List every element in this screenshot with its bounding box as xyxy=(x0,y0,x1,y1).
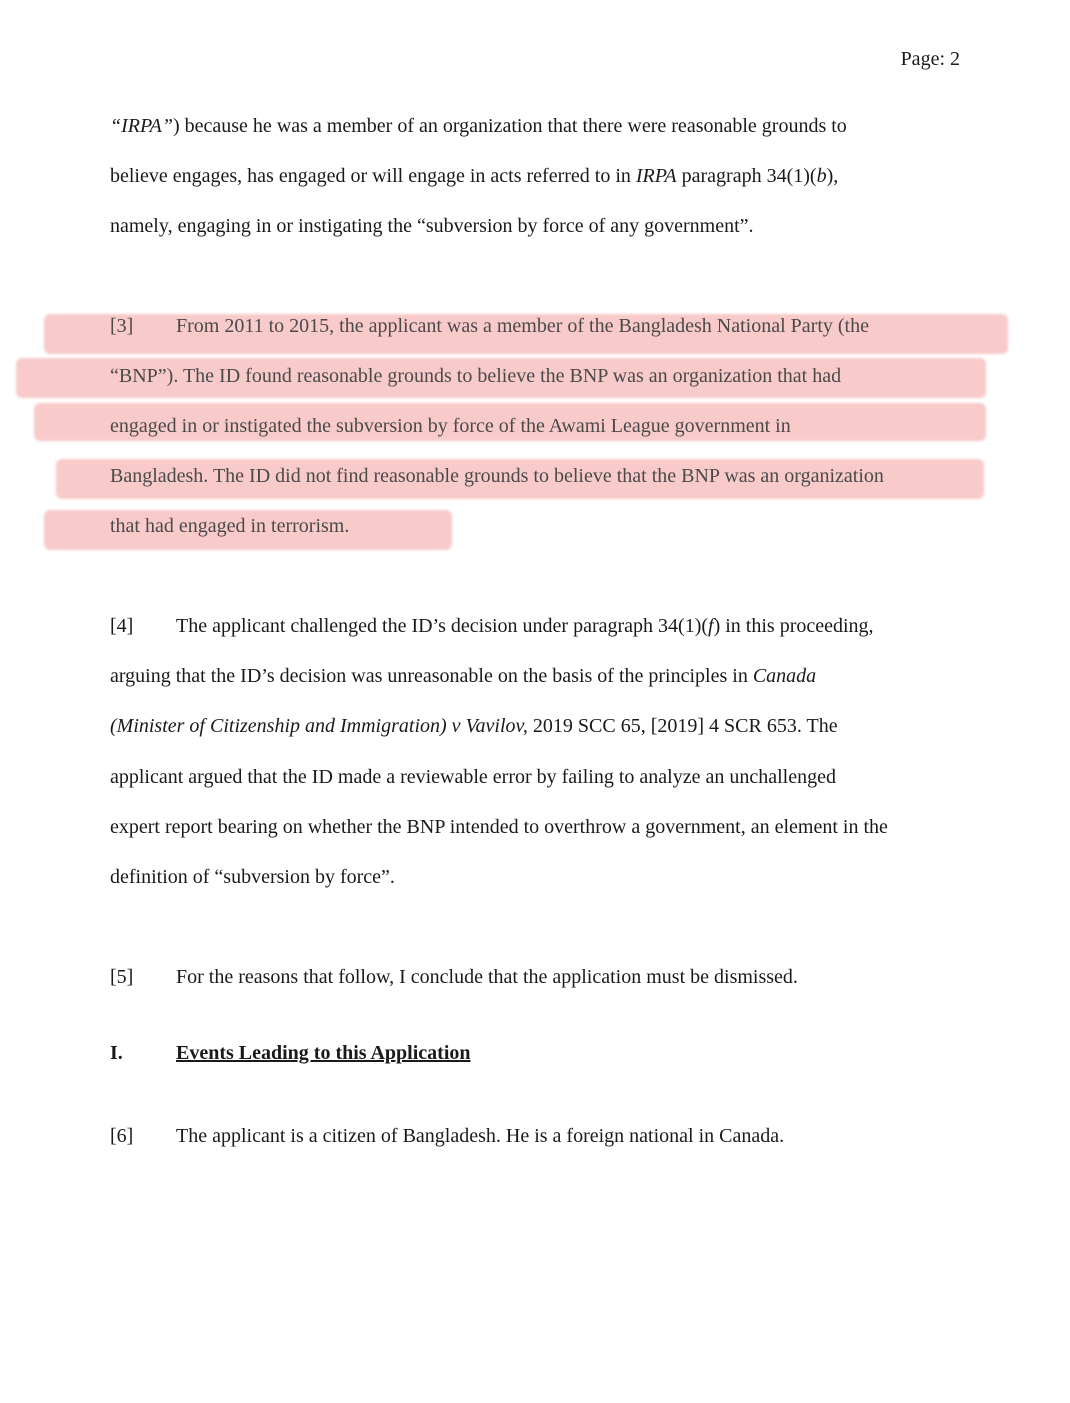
para-2-line-1: “IRPA”) because he was a member of an organization that there were reasonable grounds to xyxy=(110,115,847,137)
para-4-line-1: [4] The applicant challenged the ID’s decision under paragraph 34(1)(f) in this proceeding, xyxy=(110,615,874,637)
para-4-line-2: arguing that the ID’s decision was unreasonable on the basis of the principles in Canada xyxy=(110,665,817,687)
paragraph-number: [6] xyxy=(110,1125,134,1147)
section-heading: Events Leading to this Application xyxy=(176,1042,471,1064)
section-number: I. xyxy=(110,1042,123,1064)
irpa-term: “IRPA” xyxy=(110,115,173,137)
paragraph-number: [5] xyxy=(110,966,134,988)
para-3-line-3: engaged in or instigated the subversion by force of the Awami League government in xyxy=(110,415,791,437)
para-4-line-4: applicant argued that the ID made a reviewable error by failing to analyze an unchallenged xyxy=(110,766,836,788)
para-3-line-1: [3] From 2011 to 2015, the applicant was a member of the Bangladesh National Party (the xyxy=(110,315,869,337)
case-citation: (Minister of Citizenship and Immigration) v Vavilov, xyxy=(110,715,528,737)
case-citation: Canada xyxy=(752,665,817,687)
para-4-line-6: definition of “subversion by force”. xyxy=(110,866,395,888)
para-6-line-1: [6] The applicant is a citizen of Bangladesh. He is a foreign national in Canada. xyxy=(110,1125,785,1147)
para-4-line-3: (Minister of Citizenship and Immigration) v Vavilov, 2019 SCC 65, [2019] 4 SCR 653. The xyxy=(110,715,838,737)
paragraph-number: [3] xyxy=(110,315,134,337)
page-number: Page: 2 xyxy=(900,48,960,70)
para-2-line-3: namely, engaging in or instigating the “subversion by force of any government”. xyxy=(110,215,754,237)
para-4-line-5: expert report bearing on whether the BNP intended to overthrow a government, an element in the xyxy=(110,816,888,838)
para-3-line-5: that had engaged in terrorism. xyxy=(110,515,350,537)
para-3-line-2: “BNP”). The ID found reasonable grounds to believe the BNP was an organization that had xyxy=(110,365,842,387)
para-5-line-1: [5] For the reasons that follow, I conclude that the application must be dismissed. xyxy=(110,966,798,988)
para-2-line-2: believe engages, has engaged or will engage in acts referred to in IRPA paragraph 34(1)(b), xyxy=(110,165,839,187)
para-3-line-4: Bangladesh. The ID did not find reasonable grounds to believe that the BNP was an organization xyxy=(110,465,884,487)
paragraph-number: [4] xyxy=(110,615,134,637)
